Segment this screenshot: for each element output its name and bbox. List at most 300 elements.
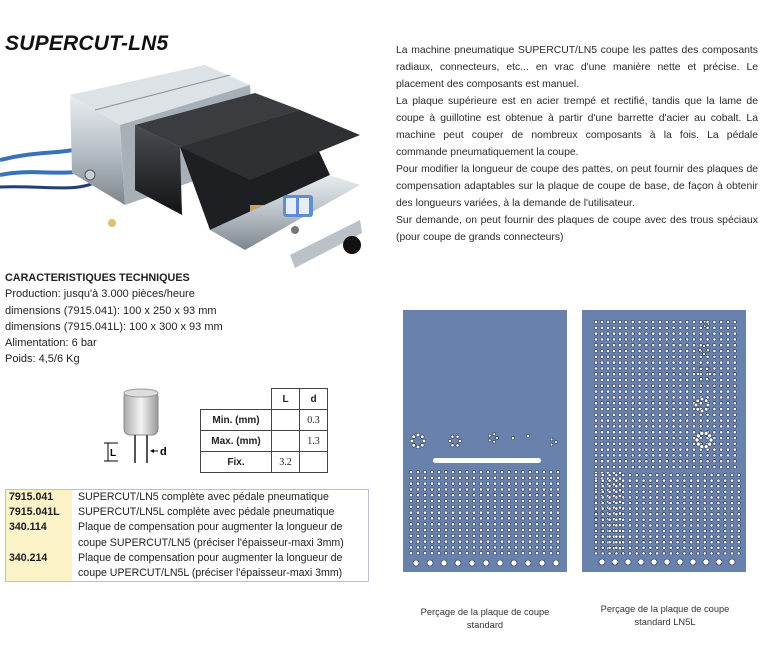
plate-hole xyxy=(521,511,524,514)
plate-hole xyxy=(692,431,695,434)
plate-hole xyxy=(493,488,496,491)
plate-hole xyxy=(631,465,634,468)
plate-hole xyxy=(694,403,698,407)
plate-hole xyxy=(594,454,597,457)
plate-hole xyxy=(416,476,419,479)
plate-hole xyxy=(430,534,433,537)
plate-hole xyxy=(594,496,597,499)
plate-hole xyxy=(514,546,517,549)
plate-hole xyxy=(665,349,668,352)
plate-hole xyxy=(451,523,454,526)
plate-hole xyxy=(737,541,740,544)
plate-hole xyxy=(618,506,621,509)
plate-hole xyxy=(676,507,679,510)
plate-hole xyxy=(514,523,517,526)
plate-hole xyxy=(486,523,489,526)
reference-code: 7915.041 xyxy=(6,490,72,505)
plate-hole xyxy=(556,546,559,549)
plate-hole xyxy=(665,419,668,422)
plate-hole xyxy=(672,355,675,358)
plate-hole xyxy=(479,494,482,497)
plate-hole xyxy=(724,546,727,549)
plate-hole xyxy=(444,523,447,526)
plate-hole xyxy=(645,355,648,358)
plate-hole xyxy=(656,535,659,538)
plate-hole xyxy=(656,507,659,510)
plate-hole xyxy=(618,332,621,335)
plate-hole xyxy=(601,513,604,516)
plate-hole xyxy=(465,523,468,526)
plate-hole xyxy=(430,476,433,479)
plate-hole xyxy=(638,355,641,358)
plate-hole xyxy=(514,552,517,555)
plate-hole xyxy=(624,344,627,347)
plate-hole xyxy=(679,384,682,387)
plate-hole xyxy=(672,338,675,341)
plate-hole xyxy=(451,435,454,438)
plate-hole xyxy=(451,511,454,514)
plate-hole xyxy=(699,378,702,381)
plate-hole xyxy=(416,482,419,485)
plate-hole xyxy=(696,507,699,510)
plate-hole xyxy=(683,501,686,504)
plate-hole xyxy=(486,528,489,531)
plate-hole xyxy=(526,434,529,437)
plate-hole xyxy=(514,534,517,537)
plate-hole xyxy=(600,454,603,457)
plate-hole xyxy=(624,326,627,329)
plate-hole xyxy=(672,332,675,335)
plate-hole xyxy=(412,435,416,439)
plate-hole xyxy=(612,407,615,410)
plate-hole xyxy=(618,419,621,422)
plate-hole xyxy=(652,465,655,468)
plate-hole xyxy=(720,355,723,358)
plate-hole xyxy=(423,534,426,537)
plate-hole xyxy=(444,552,447,555)
plate-hole xyxy=(542,476,545,479)
plate-hole xyxy=(612,559,618,565)
plate-hole xyxy=(631,425,634,428)
plate-hole xyxy=(514,505,517,508)
plate-hole xyxy=(679,402,682,405)
plate-hole xyxy=(618,384,621,387)
plate-hole xyxy=(669,473,672,476)
plate-hole xyxy=(416,494,419,497)
plate-hole xyxy=(458,505,461,508)
plate-hole xyxy=(458,488,461,491)
plate-hole xyxy=(679,349,682,352)
plate-hole xyxy=(690,559,696,565)
plate-hole xyxy=(601,552,604,555)
plate-hole xyxy=(708,434,712,438)
row-label: Min. (mm) xyxy=(201,410,272,431)
plate-hole xyxy=(493,546,496,549)
plate-hole xyxy=(612,326,615,329)
plate-hole xyxy=(713,431,716,434)
plate-hole xyxy=(556,523,559,526)
plate-hole xyxy=(479,488,482,491)
plate-hole xyxy=(652,407,655,410)
plate-hole xyxy=(730,546,733,549)
plate-hole xyxy=(615,485,618,488)
technical-specs xyxy=(5,270,223,368)
plate-hole xyxy=(521,476,524,479)
plate-hole xyxy=(500,523,503,526)
plate-hole xyxy=(615,507,618,510)
plate-hole xyxy=(652,454,655,457)
plate-hole xyxy=(645,425,648,428)
plate-hole xyxy=(612,431,615,434)
plate-hole xyxy=(486,470,489,473)
plate-hole xyxy=(696,546,699,549)
plate-hole xyxy=(699,460,702,463)
plate-hole xyxy=(594,355,597,358)
plate-hole xyxy=(726,344,729,347)
plate-hole xyxy=(430,528,433,531)
plate-hole xyxy=(606,448,609,451)
plate-hole xyxy=(612,419,615,422)
plate-hole xyxy=(710,524,713,527)
plate-hole xyxy=(672,454,675,457)
plate-hole xyxy=(542,552,545,555)
plate-hole xyxy=(472,488,475,491)
plate-hole xyxy=(409,494,412,497)
plate-hole xyxy=(624,361,627,364)
plate-hole xyxy=(594,332,597,335)
plate-hole xyxy=(416,499,419,502)
plate-hole xyxy=(683,541,686,544)
plate-hole xyxy=(606,413,609,416)
plate-hole xyxy=(618,489,621,492)
plate-ln5l-holes xyxy=(582,310,746,572)
plate-hole xyxy=(612,361,615,364)
plate-hole xyxy=(535,546,538,549)
plate-hole xyxy=(662,546,665,549)
plate-hole xyxy=(658,367,661,370)
plate-hole xyxy=(658,465,661,468)
plate-hole xyxy=(500,488,503,491)
plate-hole xyxy=(649,507,652,510)
plate-hole xyxy=(430,517,433,520)
plate-hole xyxy=(458,534,461,537)
plate-hole xyxy=(549,499,552,502)
plate-hole xyxy=(624,402,627,405)
plate-hole xyxy=(444,476,447,479)
plate-hole xyxy=(514,528,517,531)
plate-hole xyxy=(606,419,609,422)
plate-hole xyxy=(507,546,510,549)
plate-hole xyxy=(615,490,618,493)
plate-hole xyxy=(649,541,652,544)
plate-hole xyxy=(645,436,648,439)
plate-hole xyxy=(423,476,426,479)
plate-hole xyxy=(615,513,618,516)
plate-hole xyxy=(622,529,625,532)
plate-hole xyxy=(733,448,736,451)
plate-hole xyxy=(472,511,475,514)
plate-hole xyxy=(703,513,706,516)
plate-hole xyxy=(549,488,552,491)
plate-hole xyxy=(606,402,609,405)
plate-hole xyxy=(699,326,702,329)
plate-hole xyxy=(669,501,672,504)
plate-hole xyxy=(479,476,482,479)
plate-hole xyxy=(444,494,447,497)
plate-hole xyxy=(645,390,648,393)
table-row xyxy=(201,452,328,473)
plate-hole xyxy=(713,419,716,422)
plate-hole xyxy=(521,523,524,526)
plate-hole xyxy=(649,524,652,527)
plate-hole xyxy=(696,399,700,403)
plate-hole xyxy=(409,517,412,520)
plate-hole xyxy=(649,496,652,499)
plate-hole xyxy=(416,511,419,514)
plate-hole xyxy=(601,507,604,510)
plate-hole xyxy=(730,552,733,555)
plate-hole xyxy=(645,367,648,370)
plate-hole xyxy=(733,419,736,422)
plate-hole xyxy=(713,448,716,451)
plate-hole xyxy=(662,507,665,510)
plate-hole xyxy=(594,479,597,482)
plate-hole xyxy=(690,473,693,476)
plate-hole xyxy=(652,349,655,352)
plate-hole xyxy=(720,320,723,323)
plate-hole xyxy=(676,518,679,521)
plate-hole xyxy=(606,460,609,463)
plate-hole xyxy=(423,505,426,508)
plate-hole xyxy=(521,552,524,555)
plate-hole xyxy=(710,518,713,521)
plate-hole xyxy=(486,505,489,508)
plate-hole xyxy=(451,499,454,502)
plate-hole xyxy=(686,338,689,341)
plate-hole xyxy=(713,454,716,457)
plate-hole xyxy=(469,560,475,566)
plate-hole xyxy=(594,513,597,516)
plate-hole xyxy=(631,320,634,323)
plate-hole xyxy=(622,507,625,510)
plate-hole xyxy=(642,546,645,549)
plate-hole xyxy=(683,496,686,499)
plate-hole xyxy=(618,512,621,515)
plate-hole xyxy=(649,501,652,504)
plate-hole xyxy=(456,444,459,447)
plate-hole xyxy=(692,460,695,463)
plate-hole xyxy=(638,367,641,370)
plate-hole xyxy=(465,494,468,497)
plate-hole xyxy=(437,540,440,543)
plate-hole xyxy=(479,517,482,520)
plate-hole xyxy=(696,490,699,493)
plate-hole xyxy=(472,546,475,549)
plate-hole xyxy=(594,338,597,341)
plate-hole xyxy=(606,436,609,439)
plate-hole xyxy=(409,511,412,514)
plate-hole xyxy=(700,431,704,435)
plate-hole xyxy=(683,479,686,482)
plate-hole xyxy=(430,546,433,549)
plate-hole xyxy=(658,396,661,399)
plate-hole xyxy=(451,444,454,447)
plate-hole xyxy=(493,540,496,543)
plate-hole xyxy=(713,338,716,341)
plate-hole xyxy=(683,529,686,532)
plate-hole xyxy=(642,552,645,555)
plate-hole xyxy=(645,326,648,329)
plate-hole xyxy=(692,349,695,352)
plate-hole xyxy=(683,552,686,555)
plate-hole xyxy=(656,501,659,504)
plate-hole xyxy=(535,470,538,473)
plate-hole xyxy=(737,546,740,549)
plate-hole xyxy=(556,505,559,508)
plate-hole xyxy=(444,517,447,520)
plate-hole xyxy=(521,546,524,549)
plate-hole xyxy=(665,460,668,463)
plate-hole xyxy=(713,367,716,370)
plate-hole xyxy=(416,517,419,520)
plate-hole xyxy=(686,344,689,347)
plate-hole xyxy=(409,476,412,479)
plate-hole xyxy=(594,407,597,410)
plate-hole xyxy=(556,534,559,537)
plate-hole xyxy=(622,535,625,538)
plate-hole xyxy=(665,431,668,434)
plate-hole xyxy=(521,470,524,473)
plate-hole xyxy=(556,488,559,491)
plate-hole xyxy=(645,465,648,468)
plate-hole xyxy=(669,529,672,532)
plate-hole xyxy=(409,488,412,491)
plate-hole xyxy=(658,373,661,376)
plate-hole xyxy=(528,505,531,508)
plate-hole xyxy=(658,431,661,434)
plate-hole xyxy=(631,332,634,335)
plate-hole xyxy=(649,479,652,482)
plate-hole xyxy=(720,361,723,364)
plate-hole xyxy=(612,402,615,405)
plate-hole xyxy=(500,528,503,531)
plate-hole xyxy=(601,524,604,527)
plate-hole xyxy=(608,529,611,532)
plate-hole xyxy=(717,496,720,499)
plate-hole xyxy=(600,396,603,399)
plate-hole xyxy=(686,448,689,451)
plate-hole xyxy=(539,560,545,566)
plate-hole xyxy=(600,419,603,422)
plate-hole xyxy=(556,476,559,479)
plate-hole xyxy=(594,436,597,439)
plate-hole xyxy=(622,496,625,499)
plate-hole xyxy=(594,524,597,527)
plate-hole xyxy=(717,552,720,555)
plate-hole xyxy=(737,496,740,499)
plate-hole xyxy=(708,372,711,375)
plate-hole xyxy=(676,529,679,532)
plate-hole xyxy=(733,396,736,399)
plate-hole xyxy=(692,448,695,451)
plate-hole xyxy=(600,460,603,463)
plate-hole xyxy=(662,529,665,532)
plate-hole xyxy=(483,560,489,566)
plate-hole xyxy=(615,501,618,504)
plate-hole xyxy=(493,440,496,443)
plate-hole xyxy=(521,517,524,520)
plate-hole xyxy=(423,528,426,531)
plate-hole xyxy=(699,413,702,416)
plate-hole xyxy=(713,442,716,445)
plate-hole xyxy=(628,546,631,549)
plate-hole xyxy=(652,384,655,387)
plate-hole xyxy=(672,320,675,323)
plate-hole xyxy=(606,378,609,381)
plate-hole xyxy=(703,345,706,348)
plate-hole xyxy=(628,513,631,516)
plate-hole xyxy=(720,465,723,468)
reference-row xyxy=(6,505,368,520)
plate-hole xyxy=(649,485,652,488)
plate-hole xyxy=(594,460,597,463)
plate-hole xyxy=(658,425,661,428)
plate-hole xyxy=(652,332,655,335)
plate-hole xyxy=(624,413,627,416)
plate-hole xyxy=(726,448,729,451)
plate-hole xyxy=(465,528,468,531)
plate-hole xyxy=(710,529,713,532)
plate-hole xyxy=(717,490,720,493)
plate-hole xyxy=(615,529,618,532)
description-paragraph: Pour modifier la longueur de coupe des pattes, on peut fournir des plaques de compensation adaptables sur la plaque de coupe de base, de façon à obtenir des longueurs variées, à la demande de l'utilisateur. xyxy=(396,164,758,209)
plate-hole xyxy=(686,402,689,405)
plate-hole xyxy=(430,494,433,497)
plate-hole xyxy=(730,485,733,488)
plate-hole xyxy=(690,479,693,482)
plate-hole xyxy=(658,338,661,341)
plate-hole xyxy=(672,326,675,329)
plate-hole xyxy=(692,407,695,410)
plate-hole xyxy=(686,396,689,399)
plate-hole xyxy=(699,419,702,422)
plate-hole xyxy=(618,344,621,347)
plate-hole xyxy=(724,524,727,527)
plate-hole xyxy=(635,518,638,521)
plate-hole xyxy=(676,546,679,549)
plate-hole xyxy=(628,518,631,521)
plate-hole xyxy=(690,518,693,521)
plate-hole xyxy=(726,326,729,329)
plate-hole xyxy=(606,384,609,387)
plate-hole xyxy=(706,413,709,416)
plate-hole xyxy=(628,473,631,476)
plate-hole xyxy=(717,507,720,510)
plate-hole xyxy=(528,517,531,520)
plate-hole xyxy=(690,541,693,544)
plate-hole xyxy=(606,465,609,468)
plate-hole xyxy=(686,460,689,463)
plate-hole xyxy=(635,535,638,538)
plate-hole xyxy=(600,320,603,323)
plate-hole xyxy=(451,470,454,473)
plate-hole xyxy=(549,482,552,485)
plate-hole xyxy=(726,460,729,463)
plate-hole xyxy=(679,442,682,445)
plate-hole xyxy=(618,460,621,463)
plate-hole xyxy=(628,501,631,504)
plate-hole xyxy=(672,407,675,410)
